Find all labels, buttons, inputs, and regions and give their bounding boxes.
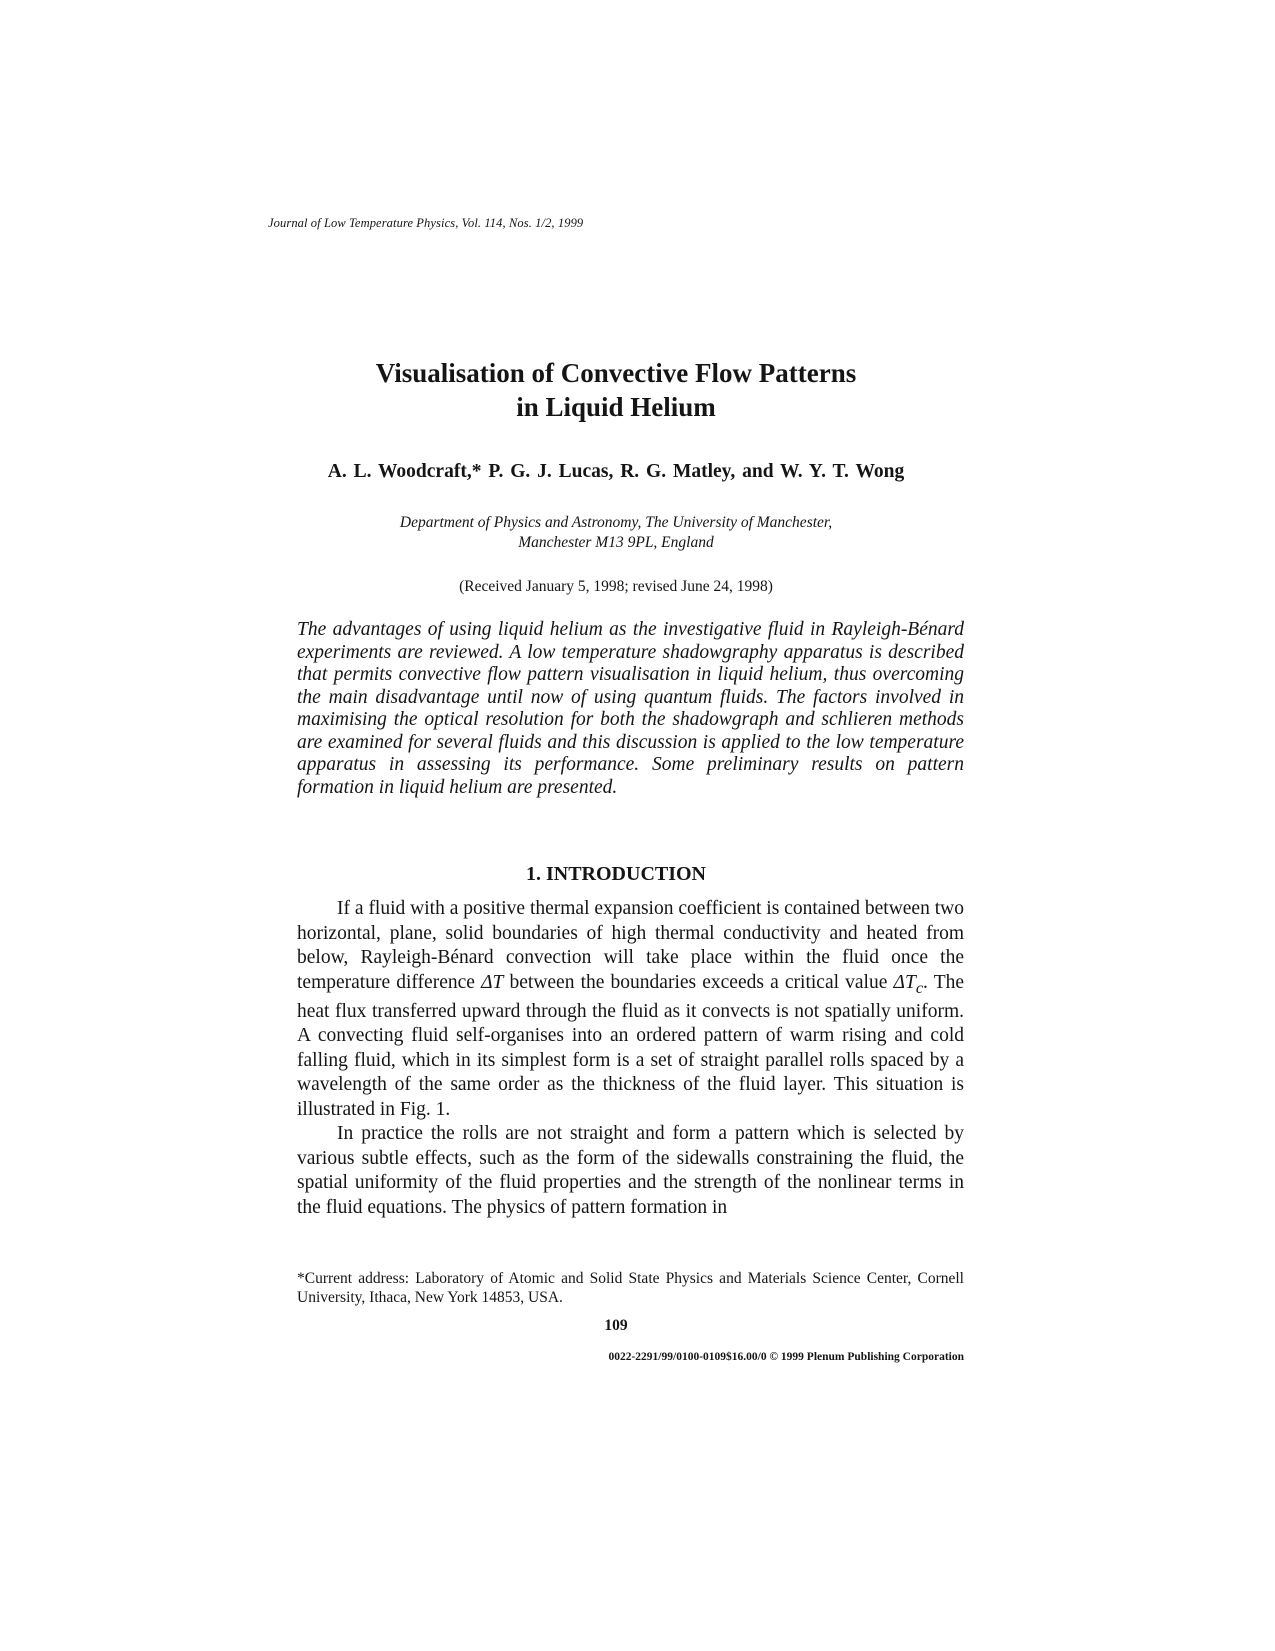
body-text <box>297 897 964 1220</box>
copyright-line: 0022-2291/99/0100-0109$16.00/0 © 1999 Plenum Publishing Corporation <box>608 1351 964 1363</box>
page-number: 109 <box>604 1317 628 1334</box>
paragraph-1-text-c: . The heat flux transferred upward through the fluid as it convects is not spatially uniform. A convecting fluid self-organises into an ordered pattern of warm rising and cold falling fluid, which in its simplest form is a set of straight parallel rolls spaced by a wavelength of the same order as the thickness of the fluid layer. This situation is illustrated in Fig. 1. <box>297 971 965 1120</box>
critical-subscript: c <box>915 978 924 997</box>
abstract: The advantages of using liquid helium as the investigative fluid in Rayleigh-Bénard experiments are reviewed. A low temperature shadowgraphy apparatus is described that permits convective flow pattern visualisation in liquid helium, thus overcoming the main disadvantage until now of using quantum fluids. The factors involved in maximising the optical resolution for both the shadowgraph and schlieren methods are examined for several fluids and this discussion is applied to the low temperature apparatus in assessing its performance. Some preliminary results on pattern formation in liquid helium are presented. <box>297 619 964 798</box>
section-heading: 1. INTRODUCTION <box>525 863 707 885</box>
delta-t-critical-symbol <box>893 971 924 997</box>
paper-title-line-2: in Liquid Helium <box>516 392 716 422</box>
journal-header: Journal of Low Temperature Physics, Vol. 114, Nos. 1/2, 1999 <box>268 216 584 230</box>
affiliation <box>268 513 964 553</box>
paragraph-2: In practice the rolls are not straight and form a pattern which is selected by various subtle effects, such as the form of the sidewalls constraining the fluid, the spatial uniformity of the fluid properties and the strength of the nonlinear terms in the fluid equations. The physics of pattern formation in <box>297 1123 964 1218</box>
delta-t-critical-base: ΔT <box>893 971 916 993</box>
footnote: *Current address: Laboratory of Atomic and Solid State Physics and Materials Science Center, Cornell University, Ithaca, New York 14853, USA. <box>297 1270 964 1306</box>
affiliation-line-1: Department of Physics and Astronomy, The University of Manchester, <box>399 514 833 531</box>
author-list: A. L. Woodcraft,* P. G. J. Lucas, R. G. Matley, and W. Y. T. Wong <box>327 461 905 482</box>
paper-title <box>268 356 964 424</box>
received-dates: (Received January 5, 1998; revised June 24, 1998) <box>459 578 773 595</box>
paragraph-1-text-a: If a fluid with a positive thermal expansion coefficient is contained between two horizontal, plane, solid boundaries of high thermal conductivity and heated from below, Rayleigh-Bénard convection will take place within the fluid once the temperature difference <box>297 898 964 993</box>
affiliation-line-2: Manchester M13 9PL, England <box>518 534 714 551</box>
paragraph-1-text-b: between the boundaries exceeds a critical value <box>503 971 894 993</box>
paper-title-line-1: Visualisation of Convective Flow Patterns <box>375 358 857 388</box>
delta-t-symbol: ΔT <box>481 971 504 993</box>
paragraph-1 <box>297 897 964 1122</box>
